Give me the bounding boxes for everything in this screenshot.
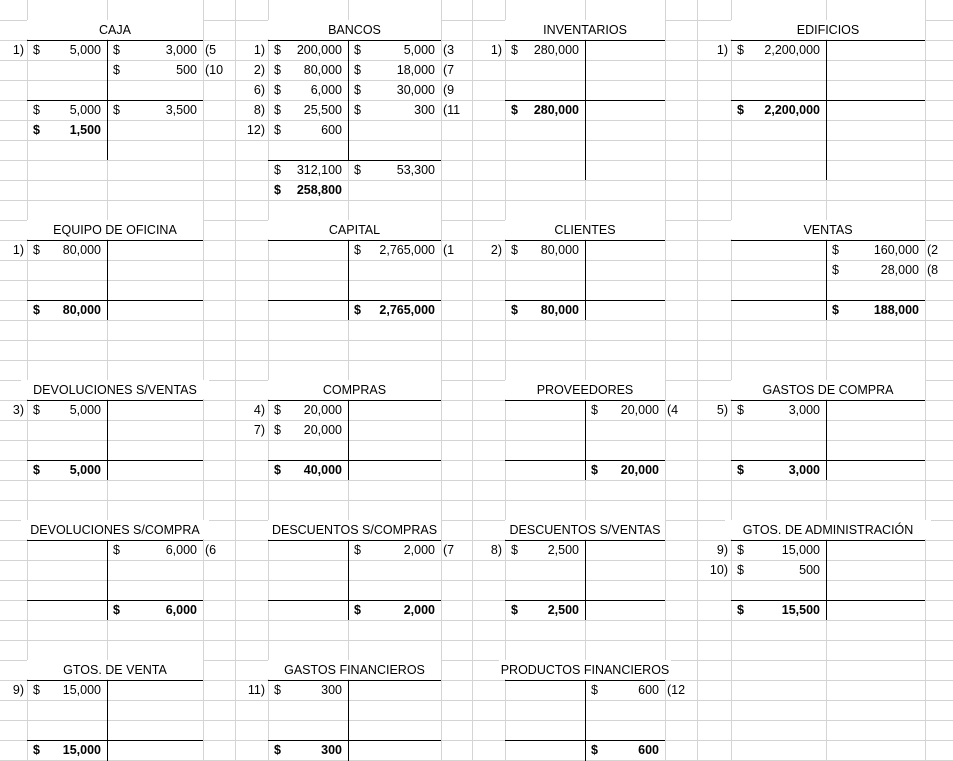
debit-entry[interactable] (268, 120, 348, 140)
amount-value: 20,000 (620, 463, 659, 477)
amount-value: 15,500 (781, 603, 820, 617)
balance-total[interactable] (348, 600, 441, 620)
credit-entry[interactable] (348, 40, 441, 60)
currency-symbol: $ (737, 603, 744, 617)
entry-number-label: (9 (443, 83, 455, 97)
balance-total[interactable] (348, 300, 441, 320)
amount-value: 160,000 (873, 243, 919, 257)
debit-entry[interactable] (268, 100, 348, 120)
currency-symbol: $ (274, 683, 281, 697)
currency-symbol: $ (511, 543, 518, 557)
debit-entry[interactable] (268, 680, 348, 700)
account-title: DEVOLUCIONES S/VENTAS (21, 380, 209, 399)
debit-entry[interactable] (268, 60, 348, 80)
amount-value: 5,000 (69, 43, 101, 57)
currency-symbol: $ (274, 183, 281, 197)
t-account-divider (826, 40, 827, 180)
amount-value: 2,500 (547, 543, 579, 557)
debit-entry[interactable] (505, 240, 585, 260)
amount-value: 28,000 (880, 263, 919, 277)
currency-symbol: $ (274, 423, 281, 437)
balance-total[interactable] (731, 600, 826, 620)
currency-symbol: $ (591, 403, 598, 417)
debit-entry[interactable] (268, 420, 348, 440)
entry-number-label: 8) (253, 103, 265, 117)
currency-symbol: $ (274, 163, 281, 177)
currency-symbol: $ (832, 243, 839, 257)
amount-value: 312,100 (296, 163, 342, 177)
amount-value: 40,000 (303, 463, 342, 477)
amount-value: 500 (176, 63, 197, 77)
amount-value: 20,000 (620, 403, 659, 417)
amount-value: 6,000 (310, 83, 342, 97)
entry-number-label: (2 (927, 243, 939, 257)
credit-total[interactable] (107, 100, 203, 120)
entry-number-label: (12 (667, 683, 686, 697)
amount-value: 280,000 (533, 103, 579, 117)
currency-symbol: $ (354, 163, 361, 177)
entry-number-label: 1) (253, 43, 265, 57)
account-title: CAJA (27, 20, 203, 39)
account-title: EDIFICIOS (731, 20, 925, 39)
debit-entry[interactable] (731, 400, 826, 420)
amount-value: 5,000 (69, 103, 101, 117)
currency-symbol: $ (511, 43, 518, 57)
currency-symbol: $ (274, 83, 281, 97)
amount-value: 2,765,000 (379, 243, 435, 257)
amount-value: 2,765,000 (379, 303, 435, 317)
amount-value: 280,000 (533, 43, 579, 57)
debit-entry[interactable] (731, 560, 826, 580)
entry-number-label: 8) (490, 543, 502, 557)
credit-entry[interactable] (348, 540, 441, 560)
currency-symbol: $ (33, 403, 40, 417)
credit-entry[interactable] (585, 400, 665, 420)
amount-value: 3,500 (165, 103, 197, 117)
entry-number-label: 1) (12, 43, 24, 57)
credit-entry[interactable] (826, 240, 925, 260)
t-account-divider (107, 680, 108, 761)
currency-symbol: $ (832, 263, 839, 277)
balance-total[interactable] (27, 740, 107, 760)
t-account-divider (826, 540, 827, 620)
amount-value: 5,000 (69, 403, 101, 417)
credit-total[interactable] (348, 160, 441, 180)
currency-symbol: $ (737, 463, 744, 477)
debit-entry[interactable] (27, 400, 107, 420)
amount-value: 600 (638, 683, 659, 697)
debit-entry[interactable] (731, 540, 826, 560)
entry-number-label: 3) (12, 403, 24, 417)
account-title: GTOS. DE ADMINISTRACIÓN (725, 520, 931, 539)
balance-total[interactable] (505, 100, 585, 120)
credit-entry[interactable] (348, 60, 441, 80)
entry-number-label: 9) (12, 683, 24, 697)
amount-value: 5,000 (403, 43, 435, 57)
currency-symbol: $ (354, 303, 361, 317)
amount-value: 300 (321, 743, 342, 757)
account-title: DEVOLUCIONES S/COMPRA (21, 520, 209, 539)
balance-total[interactable] (585, 740, 665, 760)
balance-total[interactable] (27, 300, 107, 320)
currency-symbol: $ (274, 63, 281, 77)
balance-total[interactable] (268, 460, 348, 480)
currency-symbol: $ (274, 123, 281, 137)
currency-symbol: $ (737, 563, 744, 577)
account-title: CLIENTES (505, 220, 665, 239)
amount-value: 2,000 (403, 603, 435, 617)
currency-symbol: $ (737, 43, 744, 57)
amount-value: 25,500 (303, 103, 342, 117)
t-account-divider (826, 400, 827, 480)
entry-number-label: 2) (490, 243, 502, 257)
amount-value: 6,000 (165, 603, 197, 617)
entry-number-label: 7) (253, 423, 265, 437)
amount-value: 3,000 (165, 43, 197, 57)
account-title: EQUIPO DE OFICINA (27, 220, 203, 239)
currency-symbol: $ (354, 543, 361, 557)
entry-number-label: (4 (667, 403, 679, 417)
entry-number-label: 10) (709, 563, 728, 577)
currency-symbol: $ (274, 43, 281, 57)
currency-symbol: $ (737, 543, 744, 557)
entry-number-label: 1) (12, 243, 24, 257)
amount-value: 15,000 (62, 743, 101, 757)
entry-number-label: 9) (716, 543, 728, 557)
currency-symbol: $ (354, 63, 361, 77)
account-title: INVENTARIOS (505, 20, 665, 39)
t-account-divider (585, 540, 586, 620)
amount-value: 2,500 (547, 603, 579, 617)
balance-total[interactable] (731, 460, 826, 480)
currency-symbol: $ (33, 103, 40, 117)
entry-number-label: (1 (443, 243, 455, 257)
t-account-divider (585, 40, 586, 180)
account-title: COMPRAS (268, 380, 441, 399)
t-account-divider (585, 240, 586, 320)
currency-symbol: $ (274, 403, 281, 417)
currency-symbol: $ (591, 683, 598, 697)
entry-number-label: 5) (716, 403, 728, 417)
currency-symbol: $ (33, 43, 40, 57)
entry-number-label: 1) (490, 43, 502, 57)
currency-symbol: $ (113, 543, 120, 557)
entry-number-label: 11) (247, 683, 265, 697)
entry-number-label: (7 (443, 543, 455, 557)
balance-total[interactable] (27, 460, 107, 480)
currency-symbol: $ (832, 303, 839, 317)
debit-entry[interactable] (27, 680, 107, 700)
balance-total[interactable] (27, 120, 107, 140)
debit-entry[interactable] (268, 400, 348, 420)
credit-entry[interactable] (348, 80, 441, 100)
amount-value: 258,800 (296, 183, 342, 197)
balance-total[interactable] (585, 460, 665, 480)
currency-symbol: $ (354, 103, 361, 117)
entry-number-label: (8 (927, 263, 939, 277)
currency-symbol: $ (33, 303, 40, 317)
currency-symbol: $ (33, 683, 40, 697)
balance-total[interactable] (107, 600, 203, 620)
amount-value: 80,000 (303, 63, 342, 77)
amount-value: 6,000 (165, 543, 197, 557)
account-title: CAPITAL (268, 220, 441, 239)
currency-symbol: $ (274, 463, 281, 477)
t-account-divider (107, 240, 108, 320)
amount-value: 600 (638, 743, 659, 757)
credit-entry[interactable] (107, 540, 203, 560)
entry-number-label: (11 (443, 103, 461, 117)
amount-value: 500 (799, 563, 820, 577)
currency-symbol: $ (113, 43, 120, 57)
entry-number-label: 4) (253, 403, 265, 417)
debit-entry[interactable] (268, 40, 348, 60)
entry-number-label: 1) (716, 43, 728, 57)
account-title: PRODUCTOS FINANCIEROS (499, 660, 671, 679)
balance-total[interactable] (505, 600, 585, 620)
currency-symbol: $ (591, 743, 598, 757)
currency-symbol: $ (511, 603, 518, 617)
amount-value: 2,200,000 (764, 43, 820, 57)
currency-symbol: $ (33, 123, 40, 137)
currency-symbol: $ (511, 243, 518, 257)
amount-value: 300 (414, 103, 435, 117)
account-title: GTOS. DE VENTA (27, 660, 203, 679)
t-account-divider (348, 680, 349, 761)
currency-symbol: $ (591, 463, 598, 477)
amount-value: 2,200,000 (764, 103, 820, 117)
currency-symbol: $ (33, 743, 40, 757)
account-title: BANCOS (268, 20, 441, 39)
amount-value: 20,000 (303, 423, 342, 437)
amount-value: 30,000 (396, 83, 435, 97)
credit-entry[interactable] (348, 240, 441, 260)
amount-value: 1,500 (69, 123, 101, 137)
credit-entry[interactable] (107, 60, 203, 80)
entry-number-label: (3 (443, 43, 455, 57)
debit-total[interactable] (27, 100, 107, 120)
amount-value: 15,000 (781, 543, 820, 557)
account-title: DESCUENTOS S/COMPRAS (268, 520, 441, 539)
amount-value: 200,000 (296, 43, 342, 57)
entry-number-label: (5 (205, 43, 217, 57)
amount-value: 2,000 (403, 543, 435, 557)
balance-total[interactable] (268, 180, 348, 200)
debit-entry[interactable] (27, 240, 107, 260)
debit-entry[interactable] (731, 40, 826, 60)
balance-total[interactable] (268, 740, 348, 760)
debit-total[interactable] (268, 160, 348, 180)
entry-number-label: 6) (253, 83, 265, 97)
amount-value: 18,000 (396, 63, 435, 77)
amount-value: 3,000 (788, 463, 820, 477)
debit-entry[interactable] (505, 40, 585, 60)
credit-entry[interactable] (348, 100, 441, 120)
amount-value: 80,000 (62, 303, 101, 317)
currency-symbol: $ (737, 103, 744, 117)
currency-symbol: $ (33, 463, 40, 477)
t-account-divider (107, 400, 108, 480)
debit-entry[interactable] (505, 540, 585, 560)
currency-symbol: $ (354, 603, 361, 617)
currency-symbol: $ (354, 243, 361, 257)
currency-symbol: $ (113, 63, 120, 77)
entry-number-label: (7 (443, 63, 455, 77)
balance-total[interactable] (505, 300, 585, 320)
debit-entry[interactable] (27, 40, 107, 60)
currency-symbol: $ (274, 103, 281, 117)
entry-number-label: (10 (205, 63, 224, 77)
amount-value: 80,000 (540, 243, 579, 257)
amount-value: 15,000 (62, 683, 101, 697)
entry-number-label: (6 (205, 543, 217, 557)
account-title: VENTAS (731, 220, 925, 239)
amount-value: 80,000 (62, 243, 101, 257)
account-title: PROVEEDORES (505, 380, 665, 399)
account-title: DESCUENTOS S/VENTAS (505, 520, 665, 539)
amount-value: 20,000 (303, 403, 342, 417)
currency-symbol: $ (737, 403, 744, 417)
amount-value: 188,000 (873, 303, 919, 317)
currency-symbol: $ (274, 743, 281, 757)
currency-symbol: $ (113, 603, 120, 617)
currency-symbol: $ (33, 243, 40, 257)
amount-value: 3,000 (788, 403, 820, 417)
balance-total[interactable] (826, 300, 925, 320)
credit-entry[interactable] (585, 680, 665, 700)
amount-value: 53,300 (396, 163, 435, 177)
credit-entry[interactable] (107, 40, 203, 60)
amount-value: 600 (321, 123, 342, 137)
currency-symbol: $ (354, 83, 361, 97)
currency-symbol: $ (511, 303, 518, 317)
amount-value: 300 (321, 683, 342, 697)
credit-entry[interactable] (826, 260, 925, 280)
balance-total[interactable] (731, 100, 826, 120)
amount-value: 80,000 (540, 303, 579, 317)
account-title: GASTOS FINANCIEROS (268, 660, 441, 679)
entry-number-label: 2) (253, 63, 265, 77)
account-title: GASTOS DE COMPRA (731, 380, 925, 399)
entry-number-label: 12) (246, 123, 265, 137)
currency-symbol: $ (511, 103, 518, 117)
currency-symbol: $ (354, 43, 361, 57)
amount-value: 5,000 (69, 463, 101, 477)
debit-entry[interactable] (268, 80, 348, 100)
currency-symbol: $ (113, 103, 120, 117)
t-account-divider (348, 400, 349, 480)
